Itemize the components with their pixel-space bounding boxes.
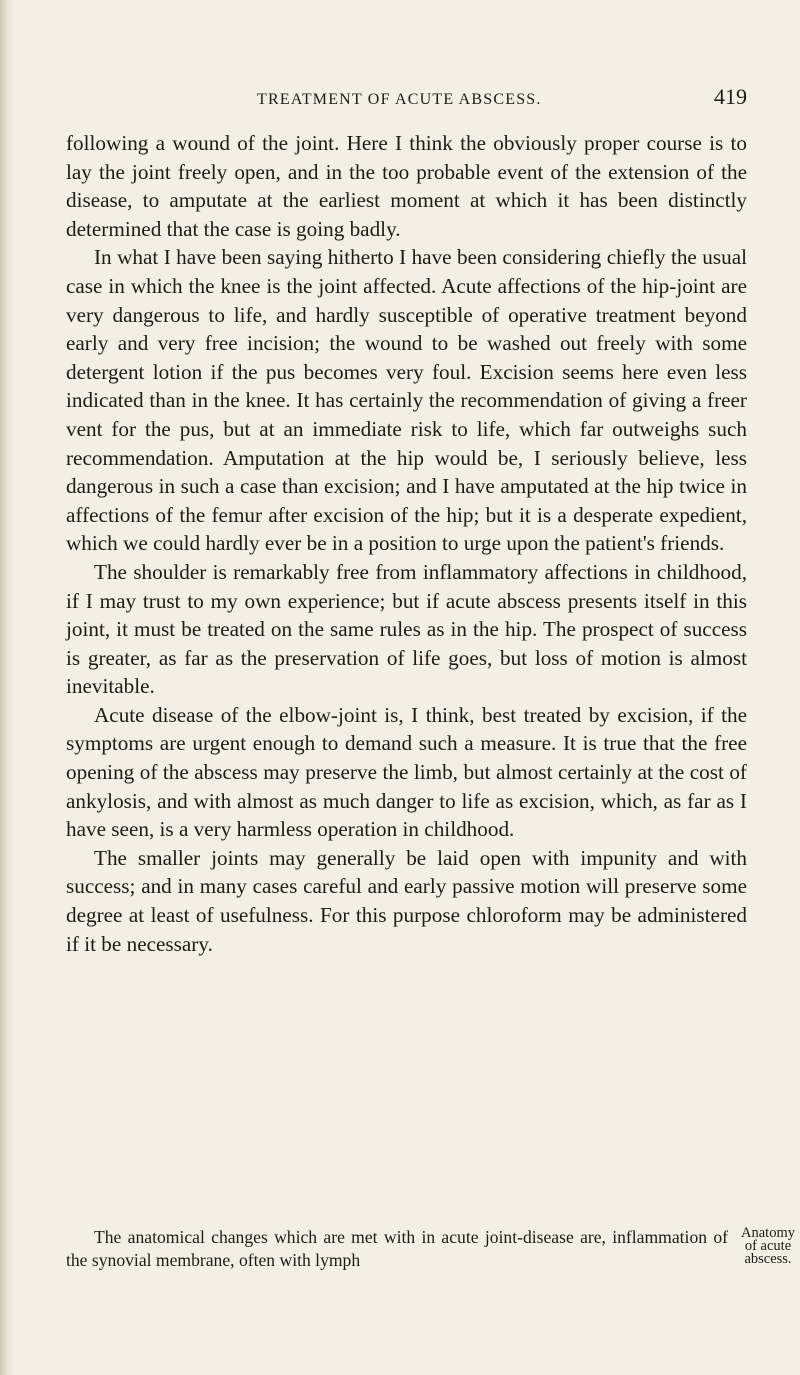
paragraph-anatomical-changes: The anatomical changes which are met with in acute joint-disease are, inflammation of the synovial membrane, often with lymph	[66, 1227, 728, 1270]
margin-note-line: abscess.	[744, 1251, 792, 1267]
page-gutter-shadow	[0, 0, 14, 1375]
page-number: 419	[714, 84, 747, 109]
paragraph-continued: following a wound of the joint. Here I think the obviously proper course is to lay the joint freely open, and in the too probable event of the extension of the disease, to amputate at the earliest moment at which it has been distinctly determined that the case is going badly.	[66, 131, 747, 241]
paragraph-elbow: Acute disease of the elbow-joint is, I think, best treated by excision, if the symptoms are urgent enough to demand such a measure. It is true that the free opening of the abscess may preserve the limb, but almost certainly at the cost of ankylosis, and with almost as much danger to life as excision, which, as far as I have seen, is a very harmless operation in childhood.	[66, 702, 747, 842]
paragraph-knee-hip: In what I have been saying hitherto I have been considering chiefly the usual case in which the knee is the joint affected. Acute affections of the hip-joint are very dangerous to life, and hardly susceptible of operative treatment beyond early and very free incision; the wound to be washed out freely with some detergent lotion if the pus becomes very foul. Excision seems here even less indicated than in the knee. It has certainly the recommendation of giving a freer vent for the pus, but at an immediate risk to life, which far outweighs such recommendation. Amputation at the hip would be, I seriously believe, less dangerous in such a case than excision; and I have amputated at the hip twice in affections of the femur after excision of the hip; but it is a desperate expedient, which we could hardly ever be in a position to urge upon the patient's friends.	[66, 245, 747, 556]
paragraph-shoulder: The shoulder is remarkably free from inflammatory affections in childhood, if I may trust to my own experience; but if acute abscess presents itself in this joint, it must be treated on the same rules as in the hip. The prospect of success is greater, as far as the preservation of life goes, but loss of motion is almost inevitable.	[66, 559, 747, 699]
running-title: TREATMENT OF ACUTE ABSCESS.	[257, 91, 542, 108]
margin-note-line: Anatomy	[741, 1225, 795, 1241]
paragraph-smaller-joints: The smaller joints may generally be laid open with impunity and with success; and in many cases careful and early passive motion will preserve some degree at least of usefulness. For this purpose chloroform may be administered if it be necessary.	[66, 845, 747, 956]
main-text	[66, 129, 747, 958]
margin-note	[736, 1227, 800, 1266]
margin-note-line: of acute	[744, 1238, 792, 1254]
small-type-section	[66, 1226, 728, 1272]
